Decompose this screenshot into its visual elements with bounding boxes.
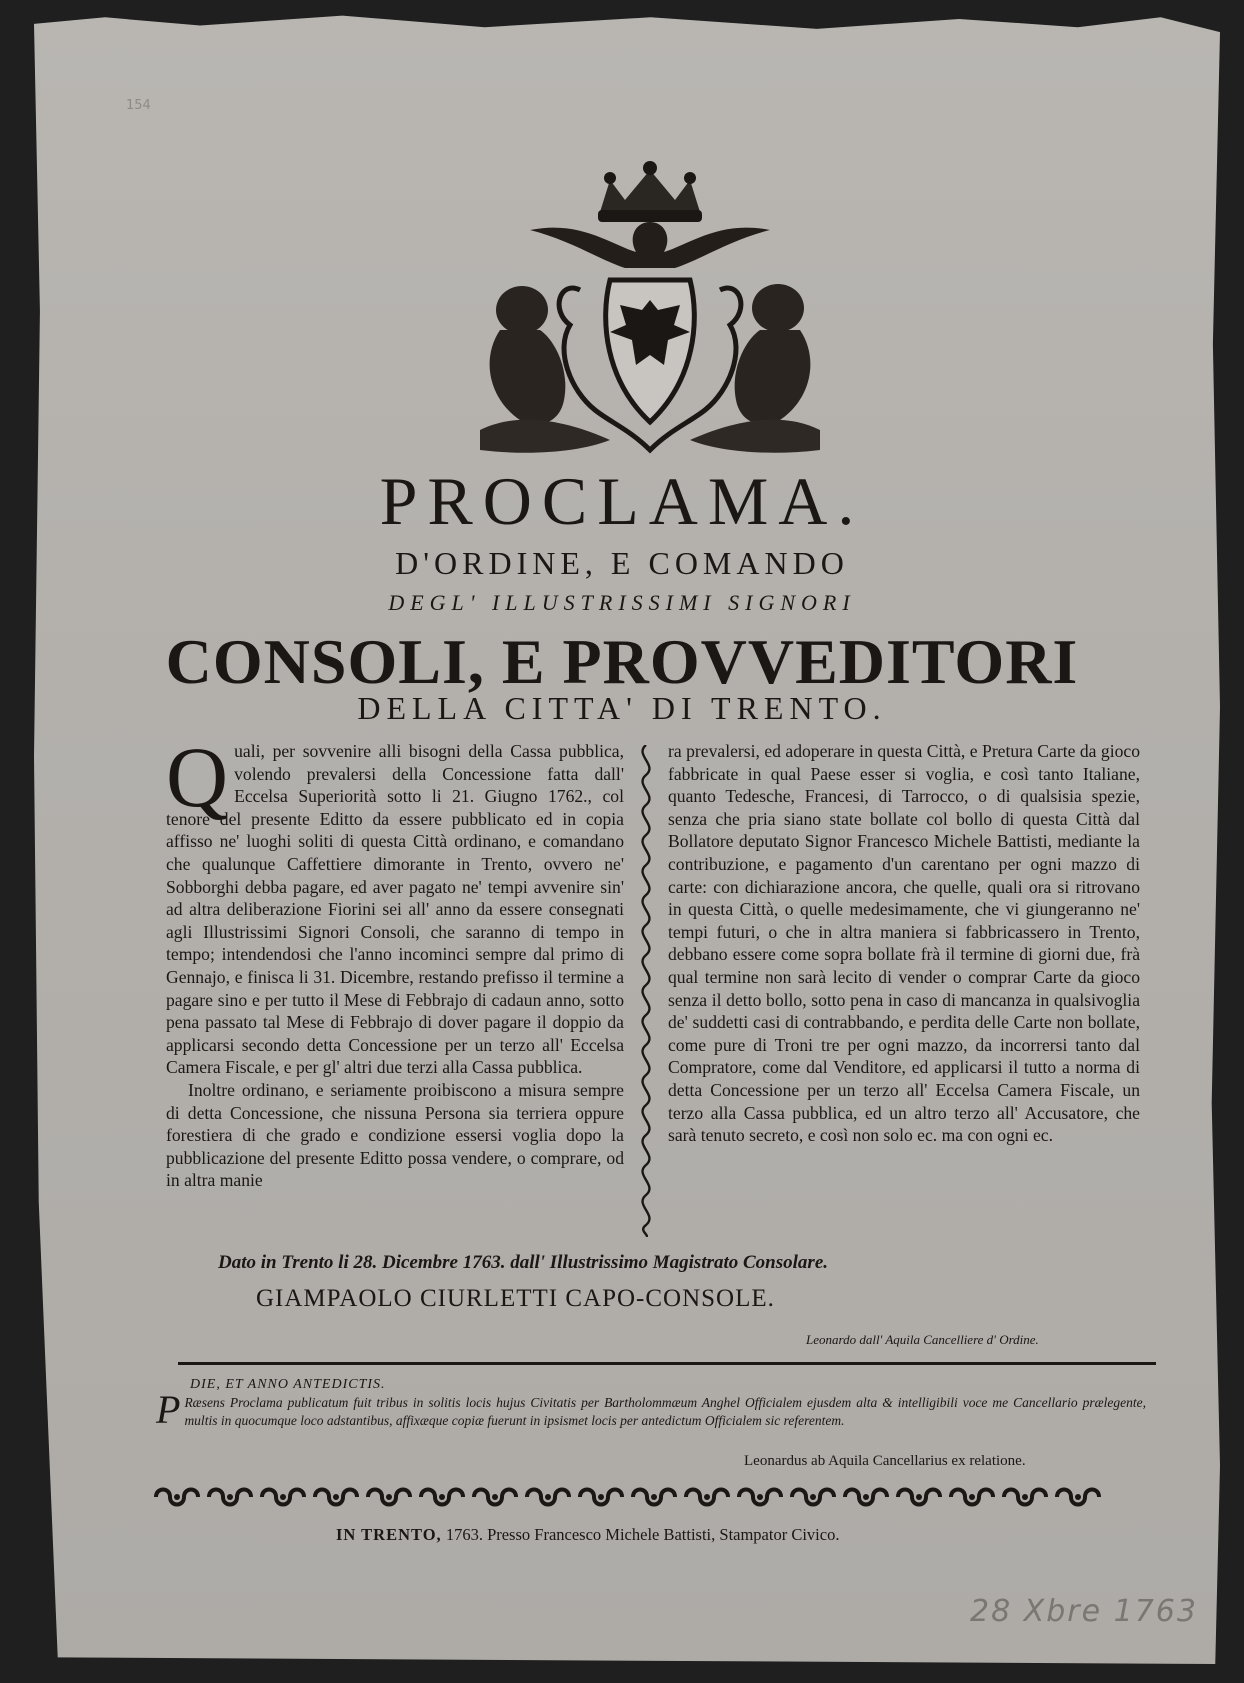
proclamation-title: PROCLAMA. <box>379 463 865 539</box>
consoli-heading: CONSOLI, E PROVVEDITORI <box>165 626 1079 697</box>
ornamental-border-icon <box>152 1483 1114 1511</box>
left-column <box>166 729 624 1192</box>
imprint-publisher: 1763. Presso Francesco Michele Battisti, Stampator Civico. <box>445 1525 840 1544</box>
signature-line: GIAMPAOLO CIURLETTI CAPO-CONSOLE. <box>256 1285 775 1312</box>
publication-body: Ræsens Proclama publicatum fuit tribus in solitis locis hujus Civitatis per Bartholommæum Anghel Officialem ejusdem alta & intelligibili voce me Cancellario prælegente, multis in quocumque loco adstantibus, affixæque copiæ fuerunt in ipsismet locis per antedictum Officialem sic referentem. <box>184 1395 1146 1428</box>
publication-heading: DIE, ET ANNO ANTEDICTIS. <box>190 1377 386 1392</box>
dated-line: Dato in Trento li 28. Dicembre 1763. dall' Illustrissimo Magistrato Consolare. <box>218 1252 829 1273</box>
order-line: D'ORDINE, E COMANDO <box>395 545 849 581</box>
left-paragraph-2: Inoltre ordinano, e seriamente proibiscono a misura sempre di detta Concessione, che nissuna Persona sia terriera oppure forestiera di che grado e condizione essersi voglia dopo la pubblicazione del presente Editto possa vendere, o comprare, od in altra manie <box>166 1079 624 1191</box>
attestation-line: Leonardus ab Aquila Cancellarius ex relatione. <box>744 1453 1026 1469</box>
chancellor-line: Leonardo dall' Aquila Cancelliere d' Ordine. <box>806 1332 1039 1347</box>
right-paragraph: ra prevalersi, ed adoperare in questa Città, e Pretura Carte da gioco fabbricate in qual Paese esser si voglia, e così tanto Italiane, quanto Tedesche, Francesi, di Tarrocco, o di qualsisia spezie, senza che pria siano state bollate col bollo di questa Città dal Bollatore deputato Signor Francesco Michele Battisti, mediante la contribuzione, e pagamento d'un carentano per ogni mazzo di carte: con dichiarazione ancora, che quelle, quali ora si ritrovano in questa Città, o quelle medesimamente, che vi giungeranno ne' tempi futuri, o che in altra maniera si fabbricassero in Trento, debbano essere come sopra bollate frà il termine di giorni due, frà qual termine non sarà lecito di vender o comprar Carte da gioco senza il detto bollo, sotto pena in caso di mancanza in qualsivoglia de' suddetti casi di contrabbando, e perdita delle Carte non bollate, come pure di Troni tre per ogni mazzo, da incorrersi tanto dal Compratore, come dal Venditore, ed applicarsi il tutto a norma di detta Concessione per un terzo all' Eccelsa Camera Fiscale, un terzo alla Cassa pubblica, ed un altro terzo all' Accusatore, che sarà tenuto secreto, e così non solo ec. ma con ogni ec. <box>668 741 1140 1146</box>
right-column <box>668 740 1140 1147</box>
publication-drop-cap: P <box>156 1387 181 1432</box>
signori-line: DEGL' ILLUSTRISSIMI SIGNORI <box>388 590 856 615</box>
city-line: DELLA CITTA' DI TRENTO. <box>357 690 887 726</box>
divider <box>178 1362 1156 1365</box>
handwritten-date: 28 Xbre 1763 <box>970 1594 1198 1629</box>
coat-of-arms-crest-icon <box>460 160 840 460</box>
publication-text <box>156 1387 1146 1432</box>
imprint-city: IN TRENTO, <box>336 1525 442 1544</box>
left-paragraph-1: uali, per sovvenire alli bisogni della Cassa pubblica, volendo prevalersi della Concessione fatta dall' Eccelsa Superiorità sotto li 21. Giugno 1762., col tenore del presente Editto da essere pubblicato ed in copia affisso ne' luoghi soliti di questa Città ordinano, e comandano che qualunque Caffettiere dimorante in Trento, ovvero ne' Sobborghi debba pagare, ed aver pagato ne' tempi avvenire sin' ad altra deliberazione Fiorini sei all' anno da essere consegnati agli Illustrissimi Signori Consoli, che saranno di tempo in tempo; intendendosi che l'anno incominci sempre dal primo di Gennajo, e finisca li 31. Dicembre, restando prefisso il termine a pagare sino e per tutto il Mese di Febbrajo di cadaun anno, sotto pena passato tal Mese di Febbrajo di dover pagare il doppio da applicarsi secondo detta Concessione per un terzo all' Eccelsa Camera Fiscale, e per gl' altri due terzi alla Cassa pubblica. <box>166 741 624 1078</box>
archive-pencil-mark: 154 <box>126 98 151 113</box>
column-ornament-icon <box>634 745 658 1237</box>
imprint-line <box>336 1525 839 1545</box>
drop-cap: Q <box>166 729 229 825</box>
